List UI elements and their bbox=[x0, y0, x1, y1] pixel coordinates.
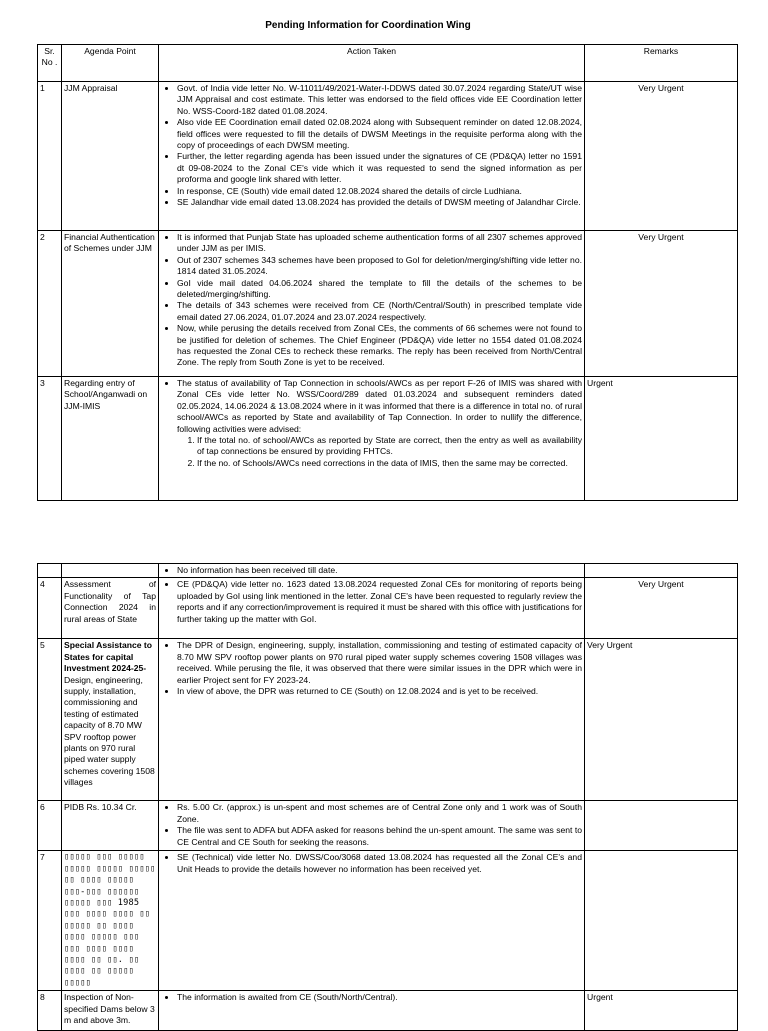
table-row bbox=[38, 231, 738, 377]
row-agenda: Inspection of Non-specified Dams below 3 m and above 3m. bbox=[62, 991, 159, 1031]
action-bullet: • GoI vide mail dated 04.06.2024 shared the template to fill the details of the schemes to be deleted/merging/shifting. bbox=[177, 278, 582, 301]
row-action bbox=[159, 639, 585, 801]
row-action bbox=[159, 377, 585, 501]
table-row bbox=[38, 801, 738, 851]
table-header-row bbox=[38, 45, 738, 82]
row-remarks: Very Urgent bbox=[585, 231, 738, 377]
table-row bbox=[38, 578, 738, 639]
action-bullet: • Further, the letter regarding agenda has been issued under the signatures of CE (PD&QA) letter no 1591 dt 09-08-2024 to the Zonal CE's vide which it was requested to send the signed information as per proforma and google link shared with letter. bbox=[177, 151, 582, 185]
action-bullet: • SE (Technical) vide letter No. DWSS/Coo/3068 dated 13.08.2024 has requested all the Zonal CE's and Unit Heads to provide the details however no information has been received yet. bbox=[177, 852, 582, 875]
row-action bbox=[159, 801, 585, 851]
row-action bbox=[159, 851, 585, 991]
action-bullet: • In view of above, the DPR was returned to CE (South) on 12.08.2024 and is yet to be received. bbox=[177, 686, 582, 697]
row-sr-no: 5 bbox=[38, 639, 62, 801]
row-agenda: Regarding entry of School/Anganwadi on JJM-IMIS bbox=[62, 377, 159, 501]
action-bullet: • In response, CE (South) vide email dated 12.08.2024 shared the details of circle Ludhiana. bbox=[177, 186, 582, 197]
action-bullet: • Now, while perusing the details received from Zonal CEs, the comments of 66 schemes were not found to be justified for deletion of schemes. The Chief Engineer (PD&QA) vide letter no 1554 dated 01.08.2024 has requested the Zonal CEs to recheck these remarks. The reply has been received from North/Central Zone. The reply from South Zone is yet to be received. bbox=[177, 323, 582, 369]
row-action bbox=[159, 564, 585, 578]
coordination-table-page-1 bbox=[37, 44, 738, 501]
row-agenda: ▯▯▯▯▯ ▯▯▯ ▯▯▯▯▯ ▯▯▯▯▯ ▯▯▯▯▯ ▯▯▯▯▯ ▯▯ ▯▯▯▯ ▯▯▯▯▯ ▯▯▯-▯▯▯ ▯▯▯▯▯▯ ▯▯▯▯▯ ▯▯▯ 1985 ▯▯▯ ▯▯▯▯ ▯▯▯▯ ▯▯ ▯▯▯▯▯ ▯▯ ▯▯▯▯ ▯▯▯▯ ▯▯▯▯▯ ▯▯▯ ▯▯▯ ▯▯▯▯ ▯▯▯▯ ▯▯▯▯ ▯▯ ▯▯. ▯▯ ▯▯▯▯ ▯▯ ▯▯▯▯▯ ▯▯▯▯▯ bbox=[62, 851, 159, 991]
row-sr-no: 4 bbox=[38, 578, 62, 639]
agenda-detail: Design, engineering, supply, installation, commissioning and testing of estimated capacity of 8.70 MW SPV rooftop power plants on 970 rural piped water supply schemes covering 1508 villages bbox=[64, 674, 155, 788]
row-remarks bbox=[585, 801, 738, 851]
action-bullet: • Rs. 5.00 Cr. (approx.) is un-spent and most schemes are of Central Zone only and 1 work was of South Zone. bbox=[177, 802, 582, 825]
action-bullet: • The details of 343 schemes were received from CE (North/Central/South) in prescribed template vide email dated 27.06.2024, 01.07.2024 and 23.07.2024 respectively. bbox=[177, 300, 582, 323]
row-agenda: Assessment of Functionality of Tap Connection 2024 in rural areas of State bbox=[62, 578, 159, 639]
header-agenda-point: Agenda Point bbox=[62, 45, 159, 82]
table-row bbox=[38, 851, 738, 991]
row-remarks: Very Urgent bbox=[585, 578, 738, 639]
action-bullet: • CE (PD&QA) vide letter no. 1623 dated 13.08.2024 requested Zonal CEs for monitoring of reports being uploaded by GoI using link mentioned in the letter. Zonal CE's have been requested to regularly review the reports and if any correction/improvement is required it must be shared with this office with justifications for further taking up the matter with GoI. bbox=[177, 579, 582, 625]
row-remarks: Urgent bbox=[585, 377, 738, 501]
row-action bbox=[159, 82, 585, 231]
row-sr-no: 1 bbox=[38, 82, 62, 231]
row-remarks bbox=[585, 851, 738, 991]
page-title: Pending Information for Coordination Wing bbox=[265, 20, 471, 31]
action-bullet: • Also vide EE Coordination email dated 02.08.2024 along with Subsequent reminder on dated 12.08.2024, field offices were requested to fill the details of DWSM Meetings in the requisite performa along with the copy of proceedings of each DWSM meeting. bbox=[177, 117, 582, 151]
row-remarks: Very Urgent bbox=[585, 82, 738, 231]
action-bullet: • The DPR of Design, engineering, supply, installation, commissioning and testing of estimated capacity of 8.70 MW SPV rooftop power plants on 970 rural piped water supply schemes covering 1508 villages was received. While perusing the file, it was observed that there were similar issues in the DPR which were in earlier Project sent for FY 2023-24. bbox=[177, 640, 582, 686]
action-numbered-item: 2. If the no. of Schools/AWCs need corrections in the data of IMIS, then the same may be corrected. bbox=[197, 458, 582, 469]
action-bullet: • Out of 2307 schemes 343 schemes have been proposed to GoI for deletion/merging/shifting vide letter no. 1814 dated 31.05.2024. bbox=[177, 255, 582, 278]
agenda-heading: Special Assistance to States for capital Investment 2024-25- bbox=[64, 640, 153, 674]
action-bullet: • No information has been received till date. bbox=[177, 565, 582, 576]
action-bullet: • SE Jalandhar vide email dated 13.08.2024 has provided the details of DWSM meeting of Jalandhar Circle. bbox=[177, 197, 582, 208]
row-action bbox=[159, 231, 585, 377]
row-sr-no: 2 bbox=[38, 231, 62, 377]
row-sr-no: 6 bbox=[38, 801, 62, 851]
table-row bbox=[38, 377, 738, 501]
action-bullet: • The status of availability of Tap Connection in schools/AWCs as per report F-26 of IMIS was shared with Zonal CEs vide letter No. WSS/Coord/289 dated 01.03.2024 and subsequent reminders dated 02.05.2024, 14.06.2024 & 13.08.2024 where in it was informed that there is a difference in total no. of rural school/AWCs as reported by State and availability of Tap Connection. In order to nullify the difference, following activities were advised: bbox=[177, 378, 582, 435]
table-row bbox=[38, 82, 738, 231]
action-bullet: • The information is awaited from CE (South/North/Central). bbox=[177, 992, 582, 1003]
row-sr-no: 8 bbox=[38, 991, 62, 1031]
table-row bbox=[38, 639, 738, 801]
table-row-continued bbox=[38, 564, 738, 578]
row-agenda: JJM Appraisal bbox=[62, 82, 159, 231]
action-bullet: • The file was sent to ADFA but ADFA asked for reasons behind the un-spent amount. The same was sent to CE Central and CE South for seeking the reasons. bbox=[177, 825, 582, 848]
action-numbered-item: 1. If the total no. of school/AWCs as reported by State are correct, then the entry as well as availability of tap connections be ensured by providing FHTCs. bbox=[197, 435, 582, 458]
action-bullet: • It is informed that Punjab State has uploaded scheme authentication forms of all 2307 schemes approved under JJM as per IMIS. bbox=[177, 232, 582, 255]
row-action bbox=[159, 991, 585, 1031]
row-sr-no: 3 bbox=[38, 377, 62, 501]
header-remarks: Remarks bbox=[585, 45, 738, 82]
table-row bbox=[38, 991, 738, 1031]
row-sr-no: 7 bbox=[38, 851, 62, 991]
row-agenda: Financial Authentication of Schemes under JJM bbox=[62, 231, 159, 377]
row-remarks: Very Urgent bbox=[585, 639, 738, 801]
header-sr-no: Sr. No . bbox=[38, 45, 62, 82]
row-agenda: PIDB Rs. 10.34 Cr. bbox=[62, 801, 159, 851]
header-action-taken: Action Taken bbox=[159, 45, 585, 82]
row-action bbox=[159, 578, 585, 639]
row-remarks: Urgent bbox=[585, 991, 738, 1031]
action-bullet: • Govt. of India vide letter No. W-11011/49/2021-Water-I-DDWS dated 30.07.2024 regarding State/UT wise JJM Appraisal and cost estimate. This letter was endorsed to the field offices vide EE Coordination letter No. WSS-Coord-182 dated 01.08.2024. bbox=[177, 83, 582, 117]
coordination-table-page-2 bbox=[37, 563, 738, 1031]
row-agenda bbox=[62, 639, 159, 801]
